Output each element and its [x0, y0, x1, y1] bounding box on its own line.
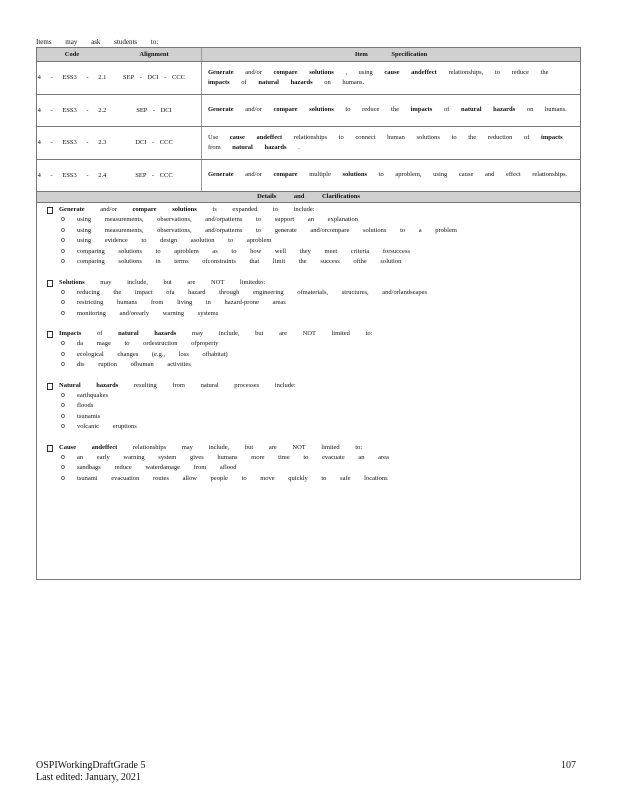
- circle-bullet-icon: o: [61, 350, 65, 358]
- circle-bullet-icon: o: [61, 309, 65, 317]
- circle-bullet-icon: o: [61, 423, 65, 430]
- bold-term: Generate: [208, 106, 234, 114]
- bold-term: hazards: [290, 78, 313, 86]
- text-run: to reduce the: [333, 106, 411, 114]
- circle-bullet-icon: o: [61, 216, 65, 223]
- list-item-text: comparing solutions to aproblem as to how well they meet criteria forsuccess: [77, 247, 410, 255]
- bold-term: compare: [273, 171, 298, 179]
- list-item-text: ecological changes (e.g., loss ofhabitat): [77, 350, 228, 358]
- text-run: [482, 106, 494, 113]
- bold-term: impacts: [541, 133, 563, 141]
- list-item: [47, 257, 580, 268]
- row-specification: [201, 95, 580, 127]
- bold-term: Natural: [59, 381, 81, 389]
- bold-term: natural: [460, 106, 482, 114]
- square-bullet-icon: [47, 280, 53, 287]
- details-section: [47, 443, 580, 485]
- list-item-text: monitoring and/orearly warning systems: [77, 309, 219, 317]
- list-item-text: reducing the impact ofa hazard through engineering ofmaterials, structures, and/orlandscapes: [77, 288, 428, 296]
- list-item-text: earthquakes: [77, 391, 109, 399]
- list-item: [47, 288, 580, 299]
- row-code: 4 - ESS3 - 2.4: [37, 171, 107, 179]
- list-item-text: using measurements, observations, and/orpatterns to support an explanation: [77, 216, 358, 223]
- text-run: of: [432, 106, 461, 114]
- section-title: [47, 381, 580, 391]
- list-item: [47, 350, 580, 361]
- list-item: [47, 309, 580, 320]
- header-item-specification: Item Specification: [201, 48, 580, 61]
- list-item-text: sandbags reduce waterdamage from aflood: [77, 464, 237, 471]
- bold-term: andeffect: [256, 133, 283, 141]
- circle-bullet-icon: o: [61, 299, 65, 306]
- list-item-text: using measurements, observations, and/orpatterns to generate and/orcompare solutions to a problem: [77, 226, 457, 234]
- details-section: [47, 205, 580, 268]
- footer-last-edited: Last edited: January, 2021: [36, 772, 141, 783]
- circle-bullet-icon: o: [61, 453, 65, 461]
- table-row: [37, 62, 580, 95]
- square-bullet-icon: [47, 445, 53, 452]
- bold-term: compare: [132, 206, 157, 213]
- text-run: relationships to connect human solutions to the reduction of: [282, 133, 542, 141]
- list-item-text: using evidence to design asolution to aproblem: [77, 237, 272, 244]
- list-item: [47, 463, 580, 474]
- section-title: [47, 205, 580, 215]
- text-run: to aproblem, using cause and effect relationships.: [367, 171, 568, 179]
- row-specification-text: [208, 105, 567, 115]
- text-run: .: [286, 143, 300, 151]
- list-item: [47, 401, 580, 412]
- circle-bullet-icon: o: [61, 247, 65, 255]
- row-specification-text: [208, 68, 580, 88]
- intro-text: Items may ask students to:: [36, 38, 159, 46]
- bold-term: hazards: [493, 106, 516, 114]
- row-code: 4 - ESS3 - 2.3: [37, 139, 107, 147]
- circle-bullet-icon: o: [61, 412, 65, 420]
- list-item-text: dis ruption ofhuman activities: [77, 361, 191, 368]
- text-run: multiple: [297, 171, 343, 179]
- bold-term: cause: [384, 68, 400, 76]
- text-run: [139, 330, 155, 337]
- text-run: [298, 106, 310, 113]
- circle-bullet-icon: o: [61, 237, 65, 244]
- list-item: [47, 474, 580, 485]
- row-specification: [201, 127, 580, 159]
- square-bullet-icon: [47, 383, 53, 390]
- row-alignment: SEP - CCC: [135, 171, 173, 179]
- list-item-text: an early warning system gives humans more time to evacuate an area: [77, 453, 389, 461]
- bold-term: hazards: [96, 381, 119, 389]
- circle-bullet-icon: o: [61, 340, 65, 347]
- list-item: [47, 412, 580, 423]
- text-run: on humans.: [312, 78, 365, 86]
- item-specification-table: [36, 47, 581, 580]
- text-run: relationships, to reduce the: [436, 68, 549, 76]
- text-run: from: [208, 143, 233, 151]
- row-specification-text: [208, 133, 580, 153]
- bold-term: solutions: [309, 106, 334, 114]
- page-number: 107: [561, 760, 576, 771]
- list-item: [47, 339, 580, 350]
- bold-term: Impacts: [59, 330, 82, 337]
- text-run: may include, but are NOT limited to:: [176, 330, 373, 337]
- text-run: [157, 206, 173, 213]
- text-run: and/or: [233, 68, 274, 76]
- bold-term: compare: [273, 106, 298, 114]
- text-run: is expanded to include:: [196, 206, 315, 213]
- footer: [36, 760, 145, 784]
- details-section: [47, 329, 580, 371]
- table-header: [37, 48, 580, 62]
- text-run: and/or: [84, 206, 133, 213]
- text-run: on humans.: [515, 106, 567, 114]
- section-title: [47, 278, 580, 288]
- bold-term: hazards: [154, 330, 177, 337]
- bold-term: andeffect: [411, 68, 437, 76]
- circle-bullet-icon: o: [61, 391, 65, 399]
- details-header: Details and Clarifications: [37, 192, 580, 203]
- row-specification: [201, 62, 580, 94]
- list-item: [47, 236, 580, 247]
- list-item: [47, 360, 580, 371]
- circle-bullet-icon: o: [61, 226, 65, 234]
- details-section: [47, 278, 580, 320]
- header-code: Code: [64, 51, 80, 58]
- list-item-text: tsunamis: [77, 412, 101, 420]
- list-item-text: volcanic eruptions: [77, 423, 137, 430]
- table-row: [37, 95, 580, 128]
- list-item-text: da mage to ordestruction ofproperty: [77, 340, 219, 347]
- circle-bullet-icon: o: [61, 402, 65, 409]
- bold-term: natural: [258, 78, 279, 86]
- list-item-text: floods: [77, 402, 94, 409]
- bold-term: impacts: [410, 106, 433, 114]
- bold-term: Generate: [59, 206, 85, 213]
- table-row: [37, 127, 580, 160]
- table-rows: [37, 62, 580, 192]
- bold-term: andeffect: [91, 443, 118, 451]
- circle-bullet-icon: o: [61, 258, 65, 265]
- list-item-text: tsunami evacuation routes allow people to move quickly to safe locations: [77, 474, 388, 482]
- row-specification: [201, 160, 580, 192]
- circle-bullet-icon: o: [61, 361, 65, 368]
- text-run: [253, 144, 265, 151]
- bold-term: compare: [273, 68, 298, 76]
- text-run: [81, 382, 97, 389]
- text-run: may include, but are NOT limitedto:: [84, 278, 266, 286]
- bold-term: cause: [229, 133, 245, 141]
- list-item: [47, 215, 580, 226]
- header-alignment: Alignment: [139, 51, 169, 58]
- text-run: resulting from natural processes include:: [118, 381, 296, 389]
- details-section: [47, 381, 580, 433]
- bold-term: hazards: [264, 143, 287, 151]
- bold-term: Cause: [59, 443, 76, 451]
- bold-term: natural: [118, 330, 139, 337]
- section-title: [47, 329, 580, 339]
- row-alignment: DCI - CCC: [135, 139, 173, 147]
- list-item-text: comparing solutions in terms ofconstraints that limit the success ofthe solution: [77, 258, 402, 265]
- text-run: of: [81, 330, 119, 337]
- list-item: [47, 298, 580, 309]
- footer-draft-label: OSPIWorkingDraftGrade 5: [36, 760, 146, 771]
- circle-bullet-icon: o: [61, 464, 65, 471]
- bold-term: Generate: [208, 171, 234, 179]
- bold-term: solutions: [342, 171, 368, 179]
- circle-bullet-icon: o: [61, 474, 65, 482]
- row-alignment: SEP - DCI - CCC: [123, 74, 185, 82]
- row-specification-text: [208, 170, 567, 180]
- text-run: [245, 134, 257, 141]
- table-row: [37, 160, 580, 193]
- bold-term: Solutions: [59, 278, 85, 286]
- section-title: [47, 443, 580, 453]
- text-run: and/or: [233, 106, 274, 114]
- bold-term: Generate: [208, 68, 234, 76]
- list-item: [47, 391, 580, 402]
- row-code: 4 - ESS3 - 2.2: [37, 106, 107, 114]
- bold-term: solutions: [172, 206, 197, 213]
- text-run: of: [229, 78, 259, 86]
- list-item: [47, 247, 580, 258]
- text-run: , using: [333, 68, 385, 76]
- list-item: [47, 453, 580, 464]
- text-run: [298, 69, 310, 76]
- list-item-text: restricting humans from living in hazard-prone areas: [77, 299, 286, 306]
- details-sections: [37, 203, 580, 484]
- text-run: and/or: [233, 171, 274, 179]
- text-run: Use: [208, 133, 230, 141]
- text-run: relationships may include, but are NOT limited to:: [117, 443, 363, 451]
- text-run: [279, 79, 291, 86]
- circle-bullet-icon: o: [61, 288, 65, 296]
- bold-term: impacts: [208, 78, 230, 86]
- list-item: [47, 226, 580, 237]
- bold-term: solutions: [309, 68, 334, 76]
- text-run: [400, 69, 412, 76]
- row-code: 4 - ESS3 - 2.1: [37, 74, 107, 82]
- bold-term: natural: [232, 143, 253, 151]
- square-bullet-icon: [47, 207, 53, 214]
- square-bullet-icon: [47, 331, 53, 338]
- list-item: [47, 422, 580, 433]
- text-run: [76, 444, 92, 451]
- row-alignment: SEP - DCI: [136, 106, 172, 114]
